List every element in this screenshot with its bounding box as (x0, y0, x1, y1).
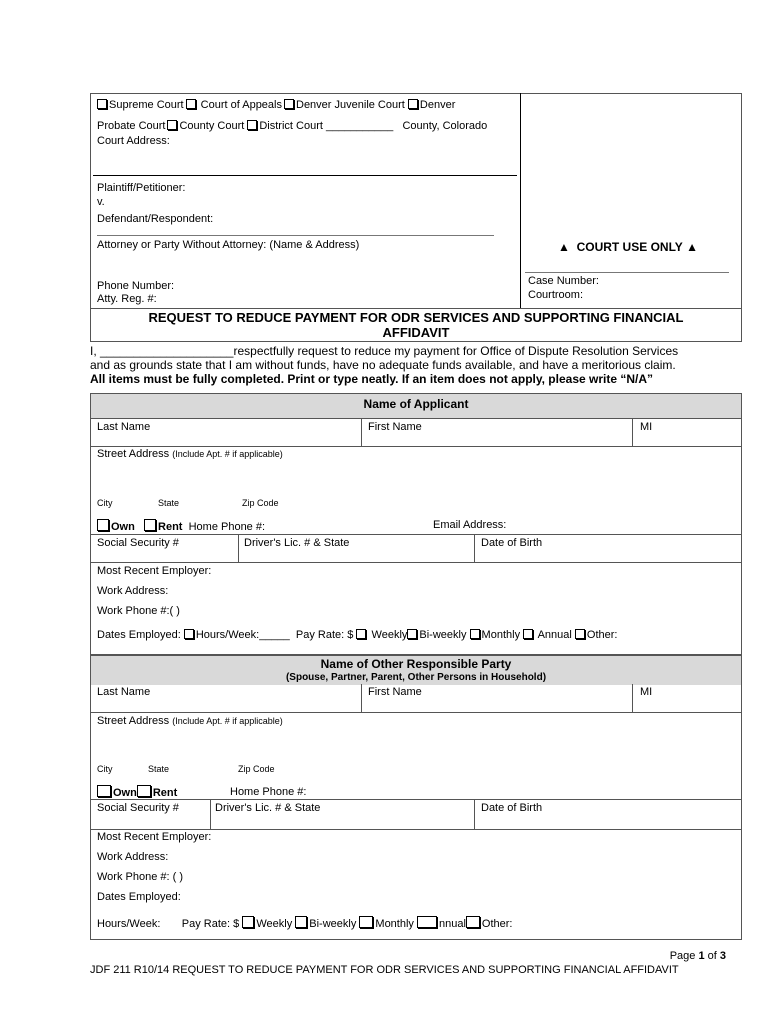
applicant-ssn-label: Social Security # (97, 537, 179, 549)
row-divider (90, 534, 742, 535)
triangle-up-icon: ▲ (686, 240, 699, 254)
other-mi-label: MI (640, 686, 653, 698)
applicant-hours-checkbox[interactable] (184, 629, 194, 639)
other-party-header: Name of Other Responsible Party (320, 657, 512, 671)
other-dates-employed-label: Dates Employed: (97, 891, 181, 903)
other-pay-row: Hours/Week: Pay Rate: $ Weekly Bi-weekly Monthly nnual Other: (97, 918, 513, 930)
court-of-appeals-checkbox[interactable] (186, 99, 196, 109)
other-weekly-checkbox[interactable] (242, 916, 254, 928)
other-housing-row: Own Rent (97, 785, 177, 800)
applicant-biweekly-checkbox[interactable] (407, 629, 417, 639)
applicant-last-name-label: Last Name (97, 421, 151, 433)
other-annual-checkbox[interactable] (417, 916, 437, 928)
denver-juvenile-checkbox[interactable] (284, 99, 294, 109)
other-ssn-label: Social Security # (97, 802, 179, 814)
other-biweekly-checkbox[interactable] (295, 916, 307, 928)
court-address-rule (93, 175, 517, 176)
court-options-line1: Supreme Court Court of Appeals Denver Juvenile Court Denver (97, 99, 455, 112)
other-last-name-label: Last Name (97, 686, 151, 698)
attorney-label: Attorney or Party Without Attorney: (Name & Address) (97, 239, 360, 251)
applicant-monthly-checkbox[interactable] (470, 629, 480, 639)
applicant-dl-label: Driver's Lic. # & State (244, 537, 350, 549)
applicant-mi-label: MI (640, 421, 653, 433)
other-rent-checkbox[interactable] (137, 785, 151, 797)
row-divider (90, 562, 742, 563)
other-other-checkbox[interactable] (466, 916, 480, 928)
other-zip-label: Zip Code (238, 764, 275, 774)
row-divider (90, 829, 742, 830)
row-divider (90, 799, 742, 800)
parties-rule (97, 235, 494, 236)
page-number: Page 1 of 3 (669, 950, 726, 962)
other-work-address-label: Work Address: (97, 851, 169, 863)
other-work-phone-label: Work Phone #: ( ) (97, 871, 183, 883)
applicant-zip-label: Zip Code (242, 498, 279, 508)
applicant-header: Name of Applicant (363, 397, 469, 411)
other-party-subheader: (Spouse, Partner, Parent, Other Persons in Household) (285, 672, 547, 683)
court-use-rule (525, 272, 729, 273)
intro-line2: and as grounds state that I am without funds, have no adequate funds available, and have a meritorious claim. (90, 358, 676, 372)
col-divider (474, 534, 475, 562)
row-divider (90, 418, 742, 419)
applicant-work-phone-label: Work Phone #:( ) (97, 605, 180, 617)
form-title-line1: REQUEST TO REDUCE PAYMENT FOR ODR SERVICES AND SUPPORTING FINANCIAL (148, 310, 684, 325)
versus-label: v. (97, 196, 105, 208)
col-divider (632, 418, 633, 446)
applicant-rent-checkbox[interactable] (144, 519, 156, 531)
other-dob-label: Date of Birth (481, 802, 543, 814)
applicant-first-name-label: First Name (368, 421, 422, 433)
applicant-own-checkbox[interactable] (97, 519, 109, 531)
court-options-line2: Probate Court County Court District Court ___________ County, Colorado (97, 120, 488, 132)
plaintiff-label: Plaintiff/Petitioner: (97, 182, 186, 194)
col-divider (361, 684, 362, 712)
applicant-other-checkbox[interactable] (575, 629, 585, 639)
denver-probate-checkbox[interactable] (408, 99, 418, 109)
court-use-only-label: ▲ COURT USE ONLY ▲ (558, 240, 699, 254)
supreme-court-checkbox[interactable] (97, 99, 107, 109)
applicant-dob-label: Date of Birth (481, 537, 543, 549)
applicant-annual-checkbox[interactable] (523, 629, 533, 639)
other-street-label: Street Address (Include Apt. # if applicable) (97, 715, 283, 727)
atty-reg-label: Atty. Reg. #: (97, 293, 157, 305)
court-address-label: Court Address: (97, 135, 170, 147)
applicant-housing-row: Own Rent Home Phone #: (97, 519, 265, 534)
other-city-label: City (97, 764, 113, 774)
applicant-employment-row: Dates Employed: Hours/Week:_____ Pay Rate: $ Weekly Bi-weekly Monthly Annual Other: (97, 629, 618, 641)
applicant-weekly-checkbox[interactable] (356, 629, 366, 639)
row-divider (90, 712, 742, 713)
applicant-work-address-label: Work Address: (97, 585, 169, 597)
phone-number-label: Phone Number: (97, 280, 175, 292)
defendant-label: Defendant/Respondent: (97, 213, 214, 225)
applicant-email-label: Email Address: (433, 519, 507, 531)
triangle-up-icon: ▲ (558, 240, 570, 254)
col-divider (474, 799, 475, 829)
applicant-city-label: City (97, 498, 113, 508)
form-id-footer: JDF 211 R10/14 REQUEST TO REDUCE PAYMENT FOR ODR SERVICES AND SUPPORTING FINANCIAL AFFIDAVIT (90, 964, 679, 976)
other-own-checkbox[interactable] (97, 785, 111, 797)
county-court-checkbox[interactable] (167, 120, 177, 130)
courtroom-label: Courtroom: (528, 289, 584, 301)
row-divider (90, 446, 742, 447)
other-home-phone-label: Home Phone #: (230, 786, 307, 798)
case-number-label: Case Number: (528, 275, 599, 287)
caption-divider (520, 93, 521, 309)
district-court-checkbox[interactable] (247, 120, 257, 130)
col-divider (238, 534, 239, 562)
col-divider (632, 684, 633, 712)
other-state-label: State (148, 764, 170, 774)
applicant-employer-label: Most Recent Employer: (97, 565, 212, 577)
other-dl-label: Driver's Lic. # & State (215, 802, 321, 814)
intro-line1: I, ____________________respectfully request to reduce my payment for Office of Dispute Resolution Services (90, 344, 679, 358)
form-title-line2: AFFIDAVIT (382, 325, 450, 340)
other-employer-label: Most Recent Employer: (97, 831, 212, 843)
col-divider (361, 418, 362, 446)
col-divider (210, 799, 211, 829)
applicant-state-label: State (158, 498, 180, 508)
applicant-street-label: Street Address (Include Apt. # if applicable) (97, 448, 283, 460)
other-monthly-checkbox[interactable] (359, 916, 373, 928)
intro-instructions: All items must be fully completed. Print or type neatly. If an item does not apply, please write “N/A” (90, 372, 654, 386)
other-first-name-label: First Name (368, 686, 422, 698)
